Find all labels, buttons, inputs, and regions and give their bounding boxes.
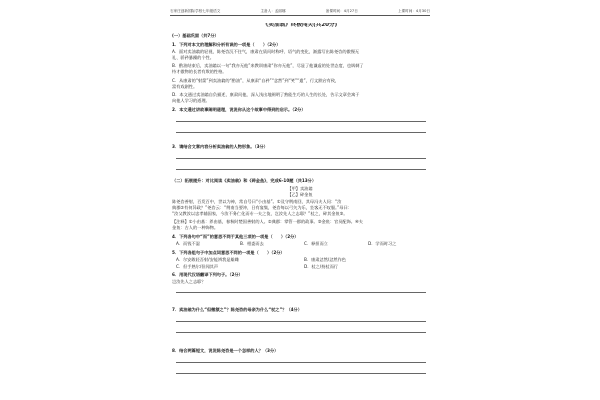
q5-option-c: C．但手熟尔/但闻其声 (176, 264, 219, 269)
answer-line (176, 332, 426, 333)
q5-stem: 5．下列各组句子中加点词意思不同的一项是（ ）（2分） (172, 250, 285, 255)
passage-line-2: 典郡②有何异政？”尧咨云：“荆南当要冲，日有宴集，尧咨每以弓矢为乐，坐客无不叹服。”母曰： (172, 205, 352, 210)
answer-line (176, 373, 426, 374)
q4-option-b: B．相委而去 (240, 241, 264, 246)
passage-b-title: 【乙】碎金鱼 (287, 192, 313, 197)
q4-option-d: D．学而时习之 (368, 241, 397, 246)
q4-option-c: C．释担而立 (304, 241, 328, 246)
answer-line (176, 121, 426, 122)
answer-line (176, 362, 426, 363)
answer-line (176, 169, 426, 170)
header-author: 主备人：孟丽娜 (260, 9, 286, 13)
q5-option-b: B．康肃忿然/忿然作色 (304, 257, 346, 262)
passage-a-title: 【甲】卖油翁 (287, 186, 313, 191)
answer-line (176, 292, 426, 293)
q5-option-d: D．杖之/持杖而行 (304, 264, 338, 269)
q6-stem: 6．用现代汉语翻译下列句子。（2分） (172, 272, 243, 277)
q1-option-b-line2: 恃才傲物的长者有欺的性格。 (172, 69, 227, 74)
q1-option-a-line2: 礼、骄矜暴躁的个性。 (172, 55, 214, 60)
header-school: 石家庄创新国际学校七年级语文 (170, 9, 221, 13)
page-header (170, 9, 430, 14)
q1-option-b-line1: B．酌油结束后，卖油翁以一句“我亦无他”来教训康肃“你亦无他”，尽显了他谦虚的处世态度，也讽刺了 (172, 63, 364, 68)
q1-option-a-line1: A．面对卖油翁的轻视，陈尧咨沉不住气，康肃在质问时称呼、语气的变化，渐露写出陈尧咨的傲慢无 (172, 49, 360, 54)
header-class-date: 上课时间：4月30日 (397, 9, 430, 13)
q1-option-c-line2: 富有戏剧性。 (172, 84, 198, 89)
q1-stem: 1．下列对本文的理解和分析有误的一项是（ ）（2分） (172, 42, 281, 47)
q1-option-c-line1: C．从康肃的“射箭”到卖油翁的“酌油”，从康肃“自矜”“忿然”到“笑”“遣”，行文跌宕有致， (172, 78, 340, 83)
q1-option-d-line2: 向他人学习的道理。 (172, 98, 210, 103)
notes-line-2: 金鱼：古人的一种饰物。 (172, 225, 219, 230)
q3-stem: 3．请结合文章内容分析卖油翁的人物形象。（3分） (172, 144, 268, 149)
q2-stem: 2．本文通过讲故事阐明道理，说说你从这个故事中得到的启示。（2分） (172, 107, 306, 112)
notes-line-1: 【注释】①小由基：养由基，春秋时楚国善射的人。②典郡：掌管一郡的政事。③金鱼：官员配饰。④夫 (172, 219, 363, 224)
q4-stem: 4．下列各句中“而”的意思不同于其他三项的一项是（ ）（2分） (172, 234, 299, 239)
q5-option-a: A．尔安敢轻吾射/安能辨我是雄雌 (176, 257, 239, 262)
q6-sentence: 岂汝先人之志耶？ (172, 279, 206, 284)
section2-heading: （二）拓展提升：对比阅读《卖油翁》和《碎金鱼》，完成6-10题（共13分） (172, 178, 317, 183)
section1-heading: (一）基础巩固（共7分） (172, 33, 219, 38)
q7-stem: 7．卖油翁为什么“但微颔之”？陈尧咨的母亲为什么“杖之”？（4分） (172, 307, 302, 312)
q8-stem: 8．结合两篇短文，说说陈尧咨是一个怎样的人？（3分） (172, 348, 279, 353)
answer-line (176, 132, 426, 133)
passage-line-1: 陈尧咨善射，百发百中，世以为神，常自号曰“小由基”。①及守荆南回，其母冯夫人问：“汝 (172, 199, 342, 204)
answer-line (176, 321, 426, 322)
passage-line-3: “汝父教汝以忠孝辅国家，今汝不务仁化而专一夫之伎，岂汝先人之志耶？”杖之，碎其金鱼③。 (172, 211, 348, 216)
q4-option-a: A．而钱不湿 (176, 241, 200, 246)
answer-line (176, 158, 426, 159)
q1-option-d-line1: D．本文通过卖油翁自负描述，康肃问他，深入浅出地阐明了熟能生巧的人生的长处，告示文章会寓于 (172, 92, 360, 97)
exam-title: 《卖油翁》终极闯关(共20分) (262, 23, 338, 28)
exam-paper (168, 6, 432, 394)
header-rule (170, 15, 430, 16)
header-prep-date: 备课时间：4月27日 (325, 9, 358, 13)
